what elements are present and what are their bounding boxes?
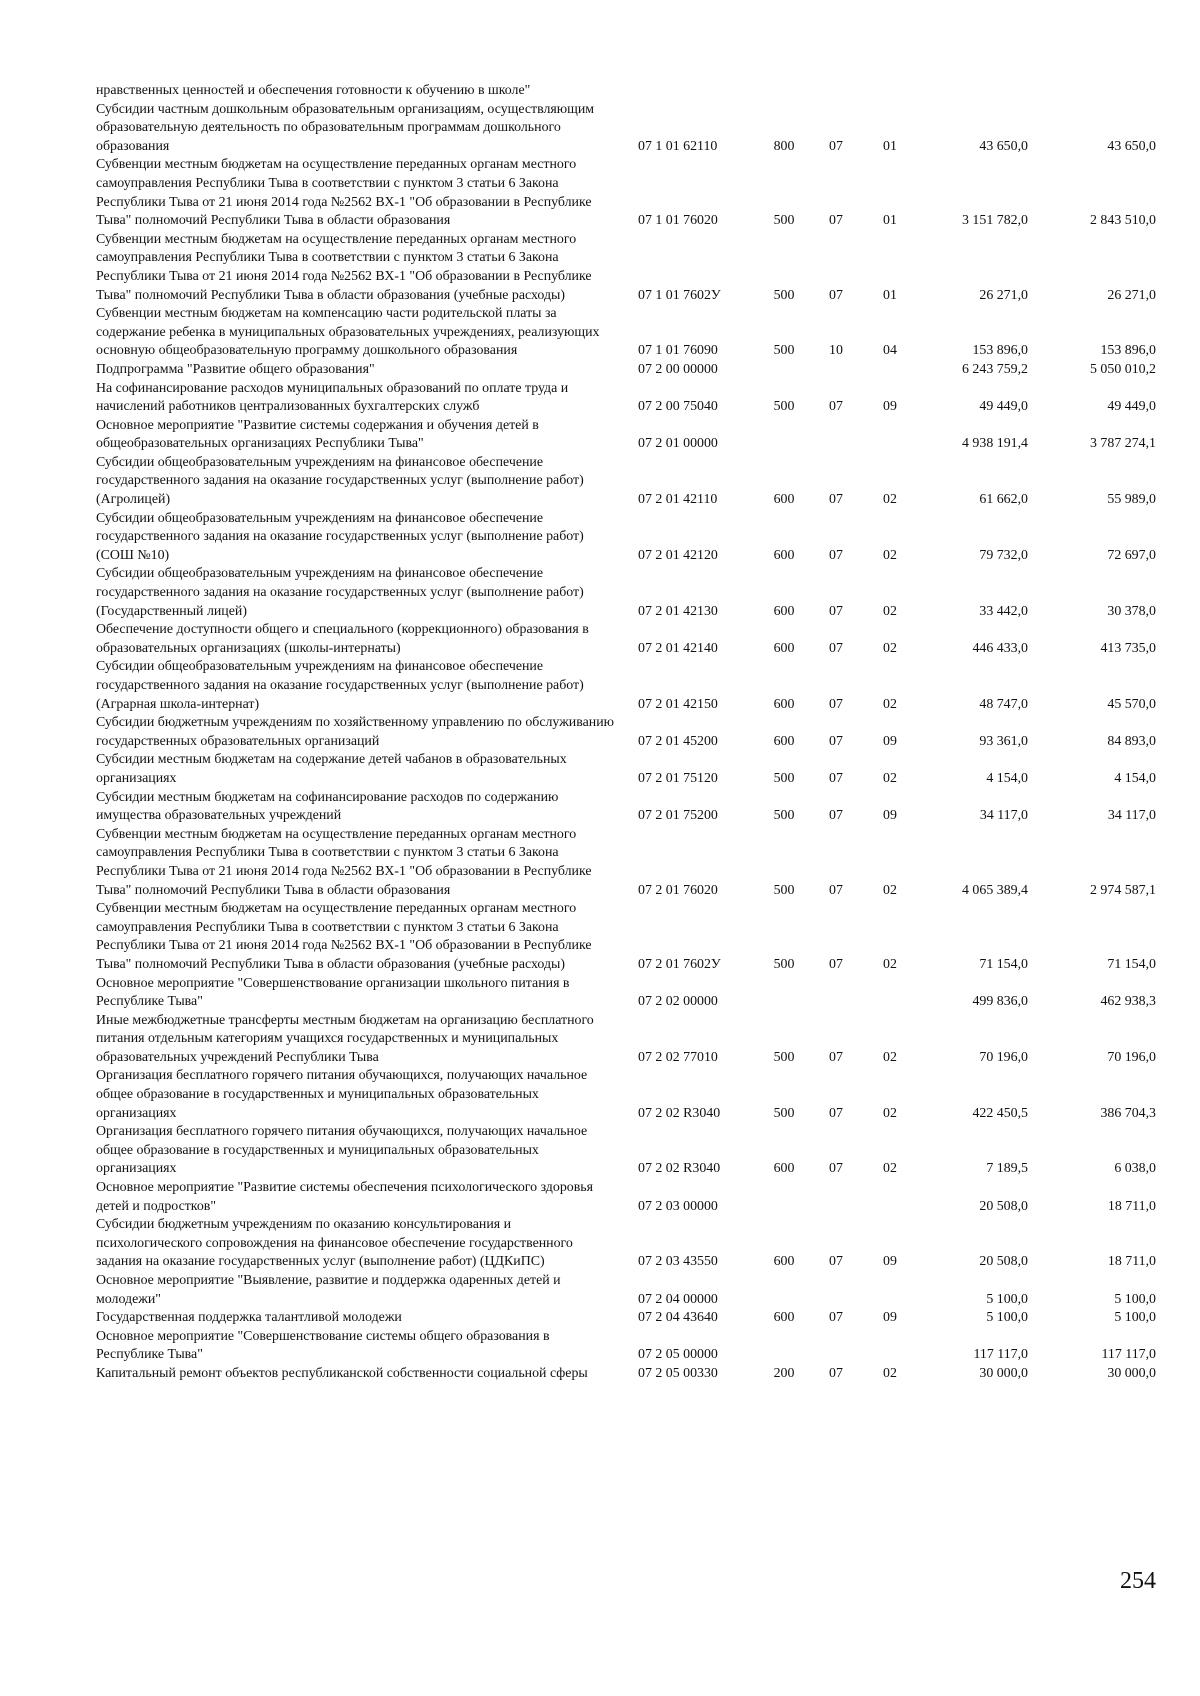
table-row	[96, 1067, 1164, 1123]
table-row	[96, 510, 1164, 566]
row-code: 07 2 01 42130	[638, 603, 718, 619]
row-sum-1: 446 433,0	[972, 640, 1028, 656]
row-name: Иные межбюджетные трансферты местным бюджетам на организацию бесплатного питания отдельным категориям учащихся государственных и муниципальных образовательных учреждений Республики Тыва	[96, 1012, 594, 1065]
row-pr: 02	[883, 547, 897, 563]
row-sum-2	[1036, 82, 1164, 101]
row-sum-1: 70 196,0	[979, 1049, 1028, 1065]
row-pr: 01	[883, 287, 897, 303]
row-sum-2: 5 100,0	[1114, 1291, 1156, 1307]
row-name: Основное мероприятие "Развитие системы содержания и обучения детей в общеобразовательных организациях Республики Тыва"	[96, 417, 539, 452]
table-row	[96, 380, 1164, 417]
row-pr: 09	[883, 1310, 897, 1326]
row-pr: 01	[883, 213, 897, 229]
row-rz: 07	[829, 1161, 843, 1177]
row-sum-1: 34 117,0	[979, 808, 1028, 824]
row-name: Субвенции местным бюджетам на осуществление переданных органам местного самоуправления Республики Тыва в соответствии с пунктом 3 статьи 6 Закона Республики Тыва от 21 июня 2014 года №2562 ВХ-1 "Об образовании в Республике Тыва" полномочий Республики Тыва в области образования	[96, 157, 592, 229]
row-vr: 500	[773, 956, 795, 972]
row-vr	[758, 417, 810, 454]
row-sum-2: 2 843 510,0	[1090, 213, 1156, 229]
row-rz: 10	[829, 343, 843, 359]
row-rz: 07	[829, 640, 843, 656]
row-rz: 07	[829, 547, 843, 563]
row-pr	[862, 417, 918, 454]
row-rz: 07	[829, 770, 843, 786]
row-rz	[810, 975, 862, 1012]
row-sum-1: 20 508,0	[979, 1254, 1028, 1270]
table-row	[96, 1012, 1164, 1068]
row-code: 07 1 01 76090	[638, 343, 718, 359]
row-sum-2: 153 896,0	[1100, 343, 1156, 359]
row-rz: 07	[829, 492, 843, 508]
row-code: 07 2 03 00000	[638, 1198, 718, 1214]
row-vr: 500	[773, 1049, 795, 1065]
row-code: 07 2 04 00000	[638, 1291, 718, 1307]
row-pr: 09	[883, 399, 897, 415]
row-code: 07 1 01 62110	[638, 138, 718, 154]
table-row	[96, 156, 1164, 230]
row-code: 07 2 02 R3040	[638, 1161, 721, 1177]
row-name: Капитальный ремонт объектов республиканской собственности социальной сферы	[96, 1365, 588, 1381]
row-pr: 09	[883, 808, 897, 824]
table-row	[96, 305, 1164, 361]
row-rz: 07	[829, 696, 843, 712]
row-pr: 02	[883, 882, 897, 898]
row-code: 07 2 01 42110	[638, 492, 718, 508]
row-code: 07 2 01 42140	[638, 640, 718, 656]
row-code: 07 2 01 42150	[638, 696, 718, 712]
row-sum-1: 422 450,5	[972, 1105, 1028, 1121]
row-sum-1: 3 151 782,0	[962, 213, 1028, 229]
row-pr	[862, 82, 918, 101]
row-code: 07 2 02 R3040	[638, 1105, 721, 1121]
row-sum-2: 70 196,0	[1107, 1049, 1156, 1065]
row-name: Субвенции местным бюджетам на осуществление переданных органам местного самоуправления Республики Тыва в соответствии с пунктом 3 статьи 6 Закона Республики Тыва от 21 июня 2014 года №2562 ВХ-1 "Об образовании в Республике Тыва" полномочий Республики Тыва в области образования	[96, 826, 592, 898]
row-code: 07 2 05 00000	[638, 1347, 718, 1363]
page-number: 254	[1120, 1568, 1156, 1594]
row-sum-2: 26 271,0	[1107, 287, 1156, 303]
table-row	[96, 1123, 1164, 1179]
row-sum-1: 4 065 389,4	[962, 882, 1028, 898]
row-sum-1: 79 732,0	[979, 547, 1028, 563]
row-sum-2: 2 974 587,1	[1090, 882, 1156, 898]
row-name: Государственная поддержка талантливой молодежи	[96, 1310, 402, 1326]
row-vr: 600	[773, 696, 795, 712]
row-sum-1: 499 836,0	[972, 994, 1028, 1010]
row-name: Субсидии бюджетным учреждениям по оказанию консультирования и психологического сопровождения на финансовое обеспечение государственного задания на оказание государственных услуг (выполнение работ) (ЦДКиПС)	[96, 1217, 573, 1270]
row-code: 07 2 01 00000	[638, 436, 718, 452]
row-name: Субсидии общеобразовательным учреждениям на финансовое обеспечение государственного задания на оказание государственных услуг (выполнение работ) (СОШ №10)	[96, 510, 584, 563]
row-vr: 500	[773, 399, 795, 415]
row-sum-1: 43 650,0	[979, 138, 1028, 154]
table-row	[96, 789, 1164, 826]
table-row	[96, 751, 1164, 788]
row-name: Субсидии общеобразовательным учреждениям на финансовое обеспечение государственного задания на оказание государственных услуг (выполнение работ) (Государственный лицей)	[96, 566, 584, 619]
row-pr: 02	[883, 956, 897, 972]
row-vr: 600	[773, 492, 795, 508]
row-vr: 500	[773, 287, 795, 303]
row-sum-2: 34 117,0	[1107, 808, 1156, 824]
row-sum-1: 48 747,0	[979, 696, 1028, 712]
row-rz: 07	[829, 1105, 843, 1121]
row-rz	[810, 1272, 862, 1309]
row-vr: 500	[773, 213, 795, 229]
table-row	[96, 975, 1164, 1012]
row-sum-2: 71 154,0	[1107, 956, 1156, 972]
row-sum-2: 4 154,0	[1114, 770, 1156, 786]
row-rz: 07	[829, 733, 843, 749]
row-pr: 02	[883, 770, 897, 786]
row-sum-1: 4 938 191,4	[962, 436, 1028, 452]
row-vr: 800	[773, 138, 795, 154]
row-code: 07 2 01 7602У	[638, 956, 721, 972]
row-sum-1: 153 896,0	[972, 343, 1028, 359]
row-vr	[758, 1179, 810, 1216]
row-sum-2: 5 100,0	[1114, 1310, 1156, 1326]
row-sum-2: 18 711,0	[1107, 1198, 1156, 1214]
row-sum-1: 5 100,0	[986, 1291, 1028, 1307]
row-sum-2: 84 893,0	[1107, 733, 1156, 749]
table-row	[96, 1179, 1164, 1216]
row-pr: 02	[883, 1105, 897, 1121]
row-pr: 02	[883, 696, 897, 712]
row-vr	[758, 975, 810, 1012]
row-sum-1: 6 243 759,2	[962, 361, 1028, 377]
row-pr	[862, 1272, 918, 1309]
row-pr: 09	[883, 1254, 897, 1270]
row-rz: 07	[829, 956, 843, 972]
row-pr: 02	[883, 1365, 897, 1381]
row-sum-2: 6 038,0	[1114, 1161, 1156, 1177]
row-name: Основное мероприятие "Совершенствование системы общего образования в Республике Тыва"	[96, 1328, 550, 1363]
row-vr: 500	[773, 1105, 795, 1121]
table-row	[96, 82, 1164, 101]
row-pr: 02	[883, 492, 897, 508]
row-vr	[758, 1272, 810, 1309]
table-row	[96, 361, 1164, 380]
row-pr	[862, 1328, 918, 1365]
row-vr: 600	[773, 603, 795, 619]
budget-table-body	[96, 82, 1164, 1384]
row-code: 07 2 00 75040	[638, 399, 718, 415]
row-vr: 600	[773, 640, 795, 656]
row-rz: 07	[829, 399, 843, 415]
row-rz	[810, 361, 862, 380]
row-rz	[810, 1328, 862, 1365]
row-code: 07 2 03 43550	[638, 1254, 718, 1270]
row-code: 07 2 02 00000	[638, 994, 718, 1010]
row-name: Организация бесплатного горячего питания обучающихся, получающих начальное общее образование в государственных и муниципальных образовательных организациях	[96, 1124, 588, 1177]
table-row	[96, 714, 1164, 751]
row-vr: 600	[773, 733, 795, 749]
row-sum-1: 5 100,0	[986, 1310, 1028, 1326]
row-name: Субвенции местным бюджетам на компенсацию части родительской платы за содержание ребенка в муниципальных образовательных учреждениях, реализующих основную общеобразовательную программу дошкольного образования	[96, 306, 600, 359]
row-name: Основное мероприятие "Развитие системы обеспечения психологического здоровья детей и подростков"	[96, 1180, 593, 1214]
row-code: 07 2 01 45200	[638, 733, 718, 749]
row-vr: 500	[773, 770, 795, 786]
row-rz: 07	[829, 1049, 843, 1065]
row-vr: 500	[773, 343, 795, 359]
row-vr	[758, 361, 810, 380]
row-name: Субсидии общеобразовательным учреждениям на финансовое обеспечение государственного задания на оказание государственных услуг (выполнение работ) (Аграрная школа-интернат)	[96, 659, 584, 712]
row-rz: 07	[829, 1365, 843, 1381]
table-row	[96, 417, 1164, 454]
row-rz: 07	[829, 808, 843, 824]
row-sum-2: 43 650,0	[1107, 138, 1156, 154]
row-code: 07 2 00 00000	[638, 361, 718, 377]
row-pr	[862, 361, 918, 380]
row-sum-1: 93 361,0	[979, 733, 1028, 749]
row-sum-2: 117 117,0	[1101, 1347, 1156, 1363]
row-code: 07 2 01 42120	[638, 547, 718, 563]
row-vr: 600	[773, 1310, 795, 1326]
row-name: Основное мероприятие "Выявление, развитие и поддержка одаренных детей и молодежи"	[96, 1273, 561, 1307]
row-sum-2: 18 711,0	[1107, 1254, 1156, 1270]
row-pr	[862, 1179, 918, 1216]
row-rz: 07	[829, 1254, 843, 1270]
row-pr: 02	[883, 640, 897, 656]
row-pr: 01	[883, 138, 897, 154]
row-name: Субсидии местным бюджетам на софинансирование расходов по содержанию имущества образовательных учреждений	[96, 789, 559, 824]
table-row	[96, 621, 1164, 658]
row-pr: 02	[883, 1161, 897, 1177]
row-sum-2: 72 697,0	[1107, 547, 1156, 563]
row-sum-2: 30 378,0	[1107, 603, 1156, 619]
row-code: 07 2 01 75200	[638, 808, 718, 824]
row-rz: 07	[829, 287, 843, 303]
row-sum-1: 26 271,0	[979, 287, 1028, 303]
row-code: 07 2 01 75120	[638, 770, 718, 786]
row-name: Субвенции местным бюджетам на осуществление переданных органам местного самоуправления Республики Тыва в соответствии с пунктом 3 статьи 6 Закона Республики Тыва от 21 июня 2014 года №2562 ВХ-1 "Об образовании в Республике Тыва" полномочий Республики Тыва в области образования (учебные расходы)	[96, 231, 592, 303]
row-sum-2: 413 735,0	[1100, 640, 1156, 656]
row-sum-1: 30 000,0	[979, 1365, 1028, 1381]
table-row	[96, 101, 1164, 157]
row-name: Субсидии общеобразовательным учреждениям на финансовое обеспечение государственного задания на оказание государственных услуг (выполнение работ) (Агролицей)	[96, 454, 584, 508]
row-code: 07 2 04 43640	[638, 1310, 718, 1326]
row-code: 07 2 01 76020	[638, 882, 718, 898]
row-pr: 04	[883, 343, 897, 359]
row-code: 07 2 02 77010	[638, 1049, 718, 1065]
row-vr	[758, 1328, 810, 1365]
table-row	[96, 1365, 1164, 1384]
budget-table	[96, 82, 1164, 1384]
row-rz: 07	[829, 1310, 843, 1326]
row-sum-1: 49 449,0	[979, 399, 1028, 415]
row-sum-1: 20 508,0	[979, 1198, 1028, 1214]
row-sum-2: 386 704,3	[1100, 1105, 1156, 1121]
table-row	[96, 231, 1164, 305]
row-sum-2: 49 449,0	[1107, 399, 1156, 415]
row-sum-1: 7 189,5	[986, 1161, 1028, 1177]
row-vr: 500	[773, 882, 795, 898]
row-vr: 600	[773, 1161, 795, 1177]
row-rz: 07	[829, 138, 843, 154]
row-name: нравственных ценностей и обеспечения готовности к обучению в школе"	[96, 83, 531, 98]
row-sum-1: 61 662,0	[979, 492, 1028, 508]
row-sum-1	[918, 82, 1036, 101]
row-rz	[810, 1179, 862, 1216]
row-sum-2: 5 050 010,2	[1090, 361, 1156, 377]
row-rz: 07	[829, 213, 843, 229]
row-vr: 500	[773, 808, 795, 824]
row-code: 07 2 05 00330	[638, 1365, 718, 1381]
row-name: Субсидии бюджетным учреждениям по хозяйственному управлению по обслуживанию государственных образовательных организаций	[96, 715, 615, 749]
row-sum-2: 30 000,0	[1107, 1365, 1156, 1381]
row-sum-1: 71 154,0	[979, 956, 1028, 972]
row-rz	[810, 417, 862, 454]
row-rz: 07	[829, 603, 843, 619]
table-row	[96, 1309, 1164, 1328]
row-pr: 02	[883, 1049, 897, 1065]
row-sum-1: 117 117,0	[973, 1347, 1028, 1363]
table-row	[96, 565, 1164, 621]
row-rz: 07	[829, 882, 843, 898]
table-row	[96, 1328, 1164, 1365]
row-name: Основное мероприятие "Совершенствование организации школьного питания в Республике Тыва"	[96, 975, 570, 1010]
table-row	[96, 658, 1164, 714]
row-sum-1: 33 442,0	[979, 603, 1028, 619]
row-name: На софинансирование расходов муниципальных образований по оплате труда и начислений работников централизованных бухгалтерских служб	[96, 380, 569, 415]
table-row	[96, 1272, 1164, 1309]
row-name: Субсидии частным дошкольным образовательным организациям, осуществляющим образовательную деятельность по образовательным программам дошкольного образования	[96, 101, 595, 154]
table-row	[96, 900, 1164, 974]
row-vr: 600	[773, 547, 795, 563]
row-vr	[758, 82, 810, 101]
row-name: Субвенции местным бюджетам на осуществление переданных органам местного самоуправления Республики Тыва в соответствии с пунктом 3 статьи 6 Закона Республики Тыва от 21 июня 2014 года №2562 ВХ-1 "Об образовании в Республике Тыва" полномочий Республики Тыва в области образования (учебные расходы)	[96, 901, 592, 972]
row-sum-2: 3 787 274,1	[1090, 436, 1156, 452]
row-pr: 09	[883, 733, 897, 749]
row-rz	[810, 82, 862, 101]
row-name: Обеспечение доступности общего и специального (коррекционного) образования в образовательных организациях (школы-интернаты)	[96, 622, 589, 656]
table-row	[96, 454, 1164, 510]
table-row	[96, 1216, 1164, 1272]
row-code: 07 1 01 76020	[638, 213, 718, 229]
row-name: Субсидии местным бюджетам на содержание детей чабанов в образовательных организациях	[96, 752, 567, 786]
row-vr: 200	[773, 1365, 795, 1381]
row-sum-1: 4 154,0	[986, 770, 1028, 786]
row-pr	[862, 975, 918, 1012]
row-code: 07 1 01 7602У	[638, 287, 721, 303]
row-pr: 02	[883, 603, 897, 619]
row-sum-2: 45 570,0	[1107, 696, 1156, 712]
row-sum-2: 55 989,0	[1107, 492, 1156, 508]
row-code	[616, 82, 758, 101]
row-name: Подпрограмма "Развитие общего образования"	[96, 361, 375, 377]
row-name: Организация бесплатного горячего питания обучающихся, получающих начальное общее образование в государственных и муниципальных образовательных организациях	[96, 1068, 588, 1121]
table-row	[96, 826, 1164, 900]
row-vr: 600	[773, 1254, 795, 1270]
row-sum-2: 462 938,3	[1100, 994, 1156, 1010]
